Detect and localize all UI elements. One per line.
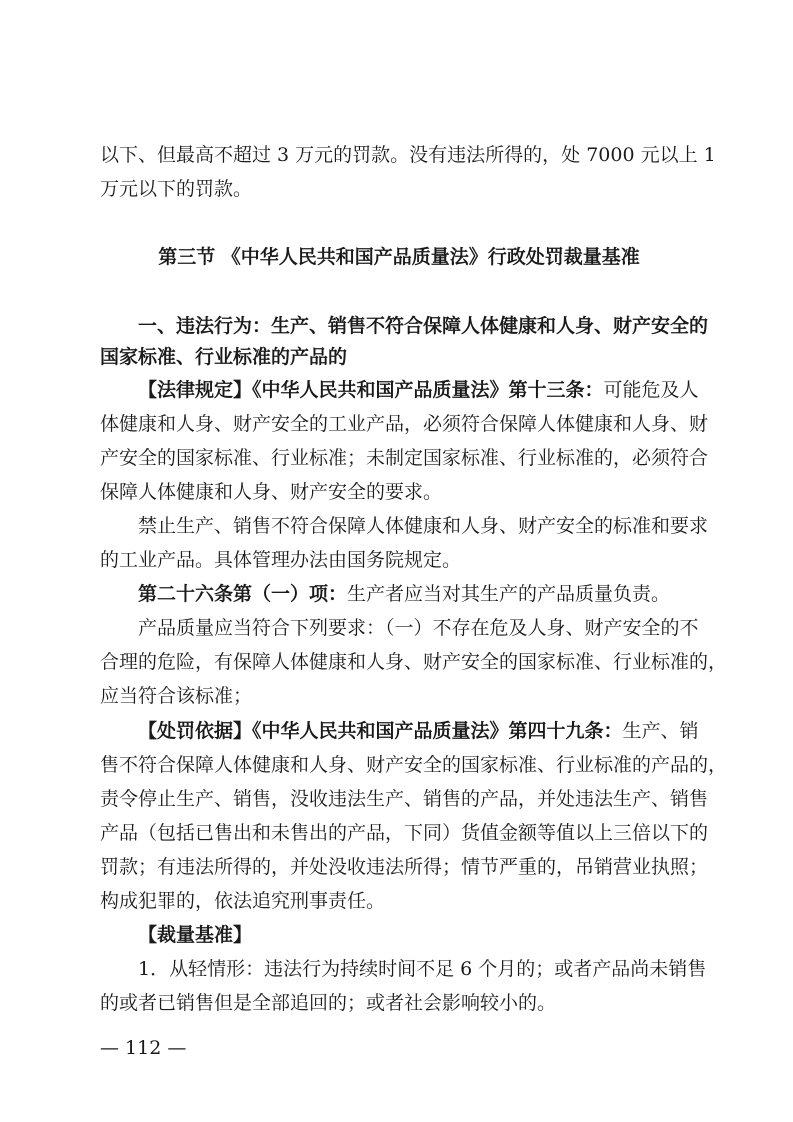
body-text: 产安全的国家标准、行业标准；未制定国家标准、行业标准的，必须符合: [100, 447, 709, 469]
body-text: 生产者应当对其生产的产品质量负责。: [347, 583, 671, 605]
body-text: 罚款；有违法所得的，并处没收违法所得；情节严重的，吊销营业执照；: [100, 856, 709, 878]
body-text: 以下、但最高不超过 3 万元的罚款。没有违法所得的，处 7000 元以上 1: [100, 144, 716, 166]
text-line: [100, 681, 698, 711]
body-text: 产品（包括已售出和未售出的产品，下同）货值金额等值以上三倍以下的: [100, 822, 709, 844]
text-line: [100, 818, 709, 848]
text-line: [100, 886, 698, 916]
bold-text: 一、违法行为：生产、销售不符合保障人体健康和人身、财产安全的: [138, 315, 709, 337]
body-text: 体健康和人身、财产安全的工业产品，必须符合保障人体健康和人身、财: [100, 413, 709, 435]
body-text: 的或者已销售但是全部追回的；或者社会影响较小的。: [100, 992, 557, 1014]
body-text: 应当符合该标准；: [100, 685, 253, 707]
text-line: [100, 342, 698, 372]
text-line: [138, 954, 707, 984]
text-line: [100, 647, 728, 677]
text-line: [138, 579, 698, 609]
body-text: 保障人体健康和人身、财产安全的要求。: [100, 481, 443, 503]
bold-text: 第三节 《中华人民共和国产品质量法》行政处罚裁量基准: [158, 246, 640, 268]
text-line: [138, 511, 709, 541]
body-text: 万元以下的罚款。: [100, 178, 253, 200]
text-line: [138, 716, 698, 746]
body-text: 禁止生产、销售不符合保障人体健康和人身、财产安全的标准和要求: [138, 515, 709, 537]
bold-text: 【法律规定】《中华人民共和国产品质量法》第十三条：: [138, 379, 604, 401]
bold-text: 【裁量基准】: [138, 924, 253, 946]
text-line: [100, 443, 709, 473]
text-line: [100, 242, 698, 272]
bold-text: 国家标准、行业标准的产品的: [100, 346, 348, 368]
body-text: 1．从轻情形：违法行为持续时间不足 6 个月的；或者产品尚未销售: [138, 958, 707, 980]
text-line: [100, 174, 698, 204]
text-line: [100, 988, 698, 1018]
body-text: 可能危及人: [603, 379, 699, 401]
body-text: 生产、销: [622, 720, 699, 742]
text-line: [100, 784, 709, 814]
text-line: [100, 545, 698, 575]
bold-text: 第二十六条第（一）项：: [138, 583, 348, 605]
text-line: [100, 140, 716, 170]
text-line: [100, 750, 728, 780]
body-text: 构成犯罪的，依法追究刑事责任。: [100, 890, 386, 912]
text-line: [100, 409, 709, 439]
body-text: 售不符合保障人体健康和人身、财产安全的国家标准、行业标准的产品的，: [100, 754, 728, 776]
body-text: 责令停止生产、销售，没收违法生产、销售的产品，并处违法生产、销售: [100, 788, 709, 810]
bold-text: 【处罚依据】《中华人民共和国产品质量法》第四十九条：: [138, 720, 623, 742]
body-text: 产品质量应当符合下列要求：（一）不存在危及人身、财产安全的不: [138, 617, 699, 639]
text-line: [138, 375, 698, 405]
text-line: [138, 920, 698, 950]
text-line: [138, 613, 698, 643]
text-line: [100, 477, 698, 507]
body-text: 的工业产品。具体管理办法由国务院规定。: [100, 549, 462, 571]
page-number: — 112 —: [100, 1037, 187, 1059]
text-line: [100, 852, 709, 882]
body-text: 合理的危险，有保障人体健康和人身、财产安全的国家标准、行业标准的，: [100, 651, 728, 673]
text-line: [138, 311, 709, 341]
